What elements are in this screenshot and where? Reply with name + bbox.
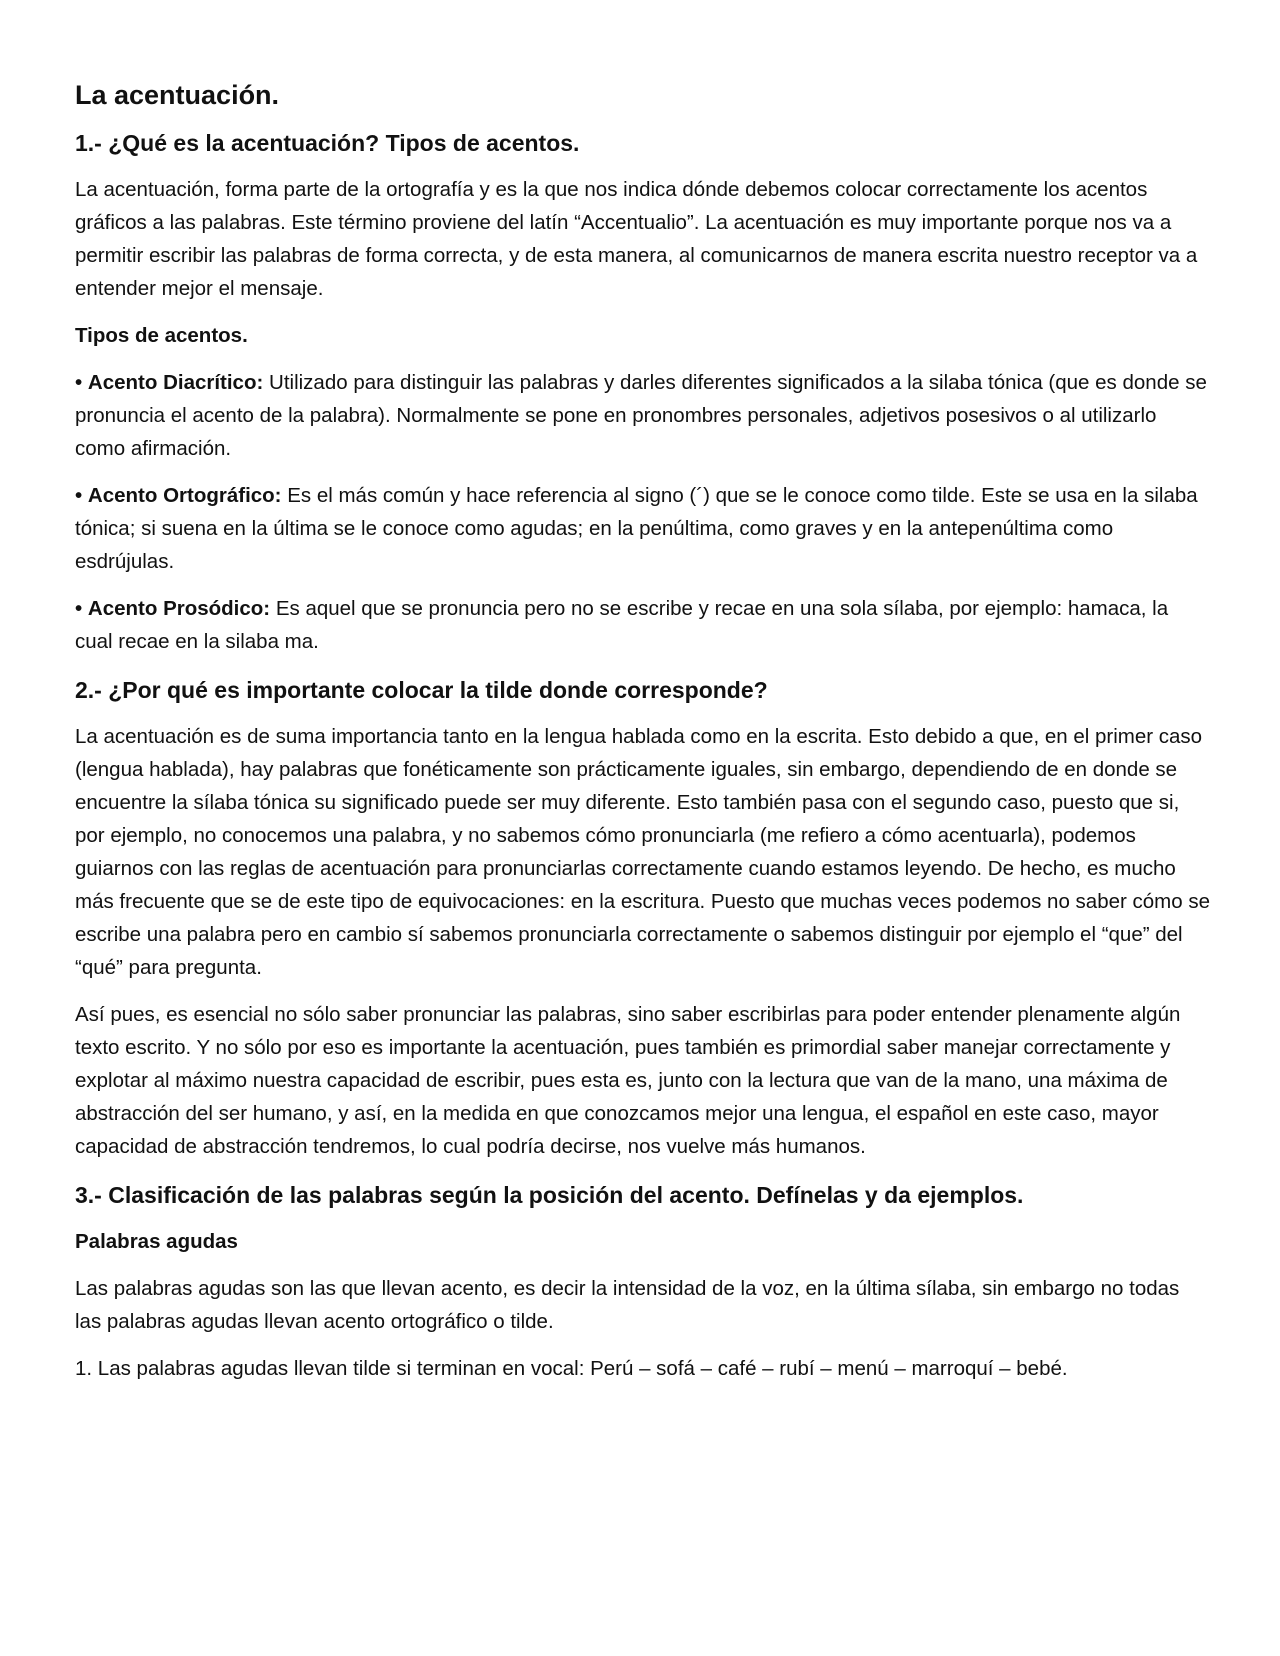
accent-types-subheading: Tipos de acentos. [75, 323, 248, 347]
bullet-item-prosodico [75, 592, 1210, 658]
bullet-item-ortografico [75, 479, 1210, 578]
section-1-heading: 1.- ¿Qué es la acentuación? Tipos de acentos. [75, 130, 580, 157]
section-2-heading: 2.- ¿Por qué es importante colocar la tilde donde corresponde? [75, 676, 768, 703]
agudas-paragraph: Las palabras agudas son las que llevan acento, es decir la intensidad de la voz, en la última sílaba, sin embargo no todas las palabras agudas llevan acento ortográfico o tilde. [75, 1276, 1180, 1333]
bullet-term: Acento Ortográfico: [87, 483, 282, 507]
bullet-text: Utilizado para distinguir las palabras y darles diferentes significados a la silaba tónica (que es donde se pronuncia el acento de la palabra). Normalmente se pone en pronombres personales, adjetivos posesivos o al utilizarlo como afirmación. [75, 370, 1207, 460]
bullet-item-diacritico [75, 366, 1210, 465]
bullet-text: Es el más común y hace referencia al signo (´) que se le conoce como tilde. Este se usa en la silaba tónica; si suena en la última se le conoce como agudas; en la penúltima, como graves y en la antepenúltima como esdrújulas. [75, 483, 1198, 573]
bullet-marker: • [75, 483, 83, 507]
section-2-paragraph-2: Así pues, es esencial no sólo saber pronunciar las palabras, sino saber escribirlas para poder entender plenamente algún texto escrito. Y no sólo por eso es importante la acentuación, pues también es primordial saber manejar correctamente y explotar al máximo nuestra capacidad de escribir, pues esta es, junto con la lectura que van de la mano, una máxima de abstracción del ser humano, y así, en la medida en que conozcamos mejor una lengua, el español en este caso, mayor capacidad de abstracción tendremos, lo cual podría decirse, nos vuelve más humanos. [75, 1002, 1181, 1158]
section-2-paragraph-1: La acentuación es de suma importancia tanto en la lengua hablada como en la escrita. Esto debido a que, en el primer caso (lengua hablada), hay palabras que fonéticamente son prácticamente iguales, sin embargo, dependiendo de en donde se encuentre la sílaba tónica su significado puede ser muy diferente. Esto también pasa con el segundo caso, puesto que si, por ejemplo, no conocemos una palabra, y no sabemos cómo pronunciarla (me refiero a cómo acentuarla), podemos guiarnos con las reglas de acentuación para pronunciarlas correctamente cuando estamos leyendo. De hecho, es mucho más frecuente que se de este tipo de equivocaciones: en la escritura. Puesto que muchas veces podemos no saber cómo se escribe una palabra pero en cambio sí sabemos pronunciarla correctamente o sabemos distinguir por ejemplo el “que” del “qué” para pregunta. [75, 724, 1210, 979]
agudas-rule-1: 1. Las palabras agudas llevan tilde si terminan en vocal: Perú – sofá – café – rubí – menú – marroquí – bebé. [75, 1356, 1068, 1380]
bullet-term: Acento Diacrítico: [87, 370, 264, 394]
bullet-term: Acento Prosódico: [87, 596, 271, 620]
section-1-intro-paragraph: La acentuación, forma parte de la ortografía y es la que nos indica dónde debemos colocar correctamente los acentos gráficos a las palabras. Este término proviene del latín “Accentualio”. La acentuación es muy importante porque nos va a permitir escribir las palabras de forma correcta, y de esta manera, al comunicarnos de manera escrita nuestro receptor va a entender mejor el mensaje. [75, 177, 1198, 300]
document-title: La acentuación. [75, 80, 280, 110]
document-page [75, 70, 1210, 1385]
section-3-heading: 3.- Clasificación de las palabras según la posición del acento. Defínelas y da ejemplos. [75, 1181, 1024, 1208]
bullet-marker: • [75, 596, 83, 620]
bullet-text: Es aquel que se pronuncia pero no se escribe y recae en una sola sílaba, por ejemplo: hamaca, la cual recae en la silaba ma. [75, 596, 1169, 653]
agudas-subheading: Palabras agudas [75, 1229, 238, 1253]
bullet-marker: • [75, 370, 83, 394]
